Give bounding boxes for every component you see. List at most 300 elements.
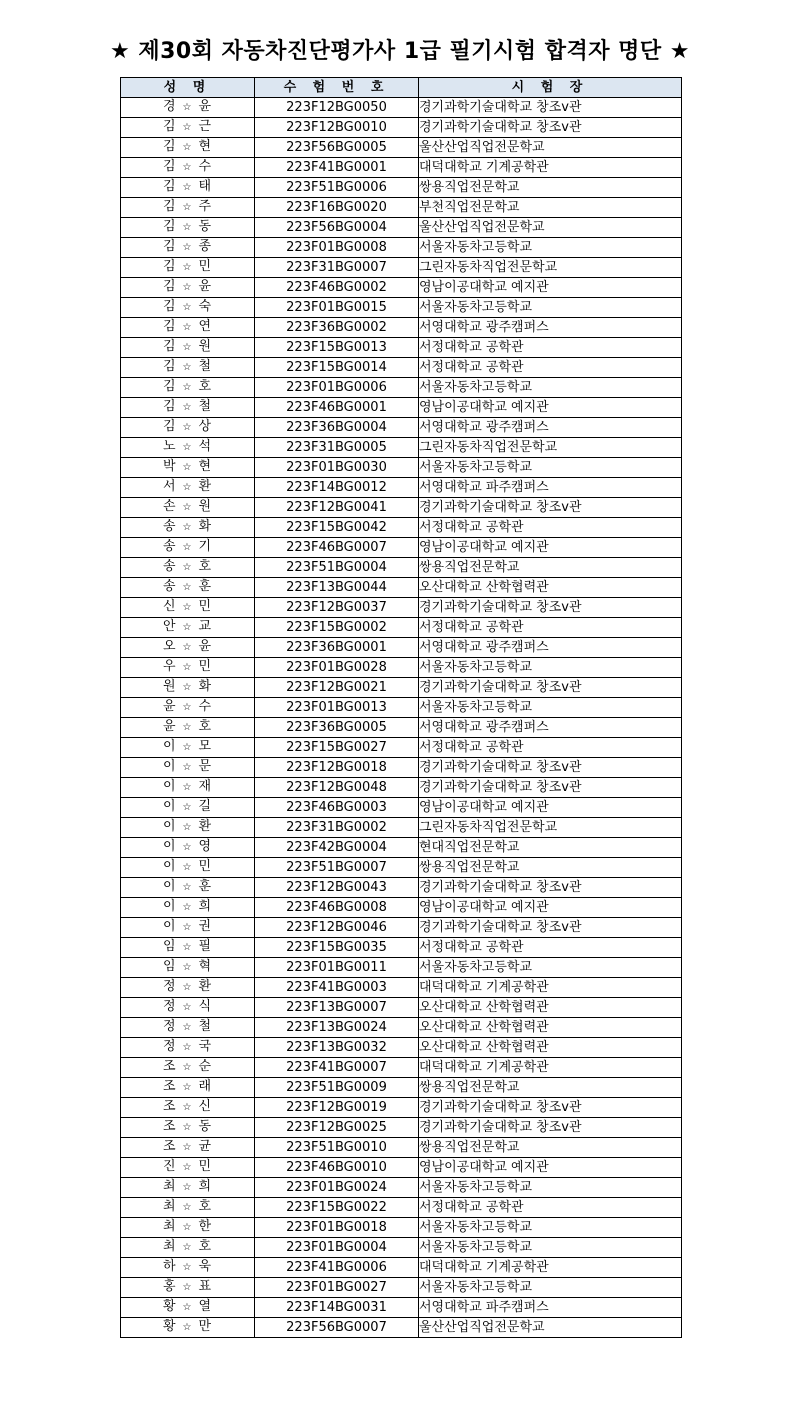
first-name: 주 [198,199,213,214]
exam-number-cell: 223F31BG0007 [255,258,419,278]
table-row [121,158,682,178]
last-name: 조 [162,1119,177,1134]
last-name: 김 [162,259,177,274]
exam-site-cell: 그린자동차직업전문학교 [419,258,682,278]
last-name: 오 [162,639,177,654]
last-name: 임 [162,939,177,954]
table-row [121,1298,682,1318]
exam-site-cell: 경기과학기술대학교 창조v관 [419,498,682,518]
star-icon: ☆ [182,522,193,533]
name-cell [121,718,255,738]
table-row [121,778,682,798]
name-cell [121,1298,255,1318]
star-icon: ☆ [182,1162,193,1173]
exam-number-cell: 223F36BG0002 [255,318,419,338]
last-name: 경 [162,99,177,114]
last-name: 이 [162,819,177,834]
exam-site-cell: 서울자동차고등학교 [419,1238,682,1258]
table-row [121,518,682,538]
table-row [121,818,682,838]
star-icon: ☆ [182,1302,193,1313]
exam-site-cell: 경기과학기술대학교 창조v관 [419,98,682,118]
name-cell [121,458,255,478]
table-row [121,358,682,378]
name-cell [121,538,255,558]
exam-number-cell: 223F01BG0006 [255,378,419,398]
star-icon: ☆ [182,1022,193,1033]
first-name: 화 [198,519,213,534]
exam-site-cell: 경기과학기술대학교 창조v관 [419,118,682,138]
exam-number-cell: 223F01BG0030 [255,458,419,478]
name-cell [121,738,255,758]
last-name: 정 [162,1019,177,1034]
exam-site-cell: 경기과학기술대학교 창조v관 [419,918,682,938]
exam-site-cell: 대덕대학교 기계공학관 [419,1258,682,1278]
table-row [121,218,682,238]
table-row [121,978,682,998]
star-icon: ☆ [182,462,193,473]
name-cell [121,278,255,298]
last-name: 신 [162,599,177,614]
last-name: 김 [162,379,177,394]
name-cell [121,338,255,358]
name-cell [121,558,255,578]
first-name: 희 [198,899,213,914]
table-row [121,1138,682,1158]
star-icon: ☆ [182,282,193,293]
first-name: 종 [198,239,213,254]
first-name: 필 [198,939,213,954]
name-cell [121,878,255,898]
last-name: 최 [162,1239,177,1254]
star-icon: ☆ [182,1222,193,1233]
exam-site-cell: 경기과학기술대학교 창조v관 [419,598,682,618]
first-name: 욱 [198,1259,213,1274]
table-row [121,698,682,718]
table-header-row [121,78,682,98]
last-name: 김 [162,239,177,254]
exam-number-cell: 223F01BG0008 [255,238,419,258]
first-name: 신 [198,1099,213,1114]
exam-number-cell: 223F12BG0010 [255,118,419,138]
star-icon: ☆ [182,1182,193,1193]
exam-number-cell: 223F15BG0027 [255,738,419,758]
exam-number-cell: 223F15BG0002 [255,618,419,638]
table-row [121,558,682,578]
last-name: 김 [162,279,177,294]
exam-number-cell: 223F16BG0020 [255,198,419,218]
star-icon: ☆ [182,582,193,593]
exam-number-cell: 223F36BG0005 [255,718,419,738]
name-cell [121,638,255,658]
table-row [121,98,682,118]
table-row [121,238,682,258]
name-cell [121,618,255,638]
exam-number-cell: 223F12BG0048 [255,778,419,798]
exam-number-cell: 223F46BG0007 [255,538,419,558]
exam-number-cell: 223F13BG0044 [255,578,419,598]
star-icon: ☆ [182,382,193,393]
name-cell [121,358,255,378]
star-icon: ☆ [182,1042,193,1053]
last-name: 김 [162,179,177,194]
first-name: 민 [198,1159,213,1174]
first-name: 기 [198,539,213,554]
star-icon: ☆ [182,942,193,953]
star-icon: ☆ [182,502,193,513]
exam-number-cell: 223F12BG0046 [255,918,419,938]
exam-number-cell: 223F15BG0013 [255,338,419,358]
table-row [121,678,682,698]
name-cell [121,798,255,818]
exam-number-cell: 223F42BG0004 [255,838,419,858]
exam-number-cell: 223F14BG0031 [255,1298,419,1318]
exam-site-cell: 그린자동차직업전문학교 [419,818,682,838]
exam-site-cell: 울산산업직업전문학교 [419,138,682,158]
table-row [121,278,682,298]
exam-number-cell: 223F36BG0001 [255,638,419,658]
first-name: 윤 [198,639,213,654]
first-name: 호 [198,559,213,574]
exam-number-cell: 223F12BG0037 [255,598,419,618]
last-name: 김 [162,339,177,354]
exam-number-cell: 223F31BG0005 [255,438,419,458]
name-cell [121,518,255,538]
table-row [121,258,682,278]
exam-site-cell: 영남이공대학교 예지관 [419,278,682,298]
last-name: 이 [162,879,177,894]
name-cell [121,1138,255,1158]
star-icon: ☆ [182,542,193,553]
last-name: 손 [162,499,177,514]
exam-site-cell: 쌍용직업전문학교 [419,558,682,578]
last-name: 윤 [162,719,177,734]
star-icon: ☆ [182,642,193,653]
exam-site-cell: 영남이공대학교 예지관 [419,898,682,918]
name-cell [121,598,255,618]
table-row [121,1018,682,1038]
name-cell [121,418,255,438]
first-name: 윤 [198,279,213,294]
table-row [121,998,682,1018]
exam-number-cell: 223F41BG0003 [255,978,419,998]
exam-site-cell: 서정대학교 공학관 [419,938,682,958]
star-icon: ☆ [182,342,193,353]
star-icon: ☆ [182,602,193,613]
exam-site-cell: 서울자동차고등학교 [419,1178,682,1198]
name-cell [121,1018,255,1038]
last-name: 황 [162,1319,177,1334]
exam-site-cell: 서울자동차고등학교 [419,1278,682,1298]
exam-number-cell: 223F15BG0035 [255,938,419,958]
last-name: 윤 [162,699,177,714]
star-icon: ☆ [182,622,193,633]
name-cell [121,698,255,718]
first-name: 현 [198,139,213,154]
name-cell [121,1078,255,1098]
name-cell [121,658,255,678]
star-icon: ☆ [182,402,193,413]
first-name: 모 [198,739,213,754]
exam-number-cell: 223F12BG0019 [255,1098,419,1118]
exam-site-cell: 경기과학기술대학교 창조v관 [419,878,682,898]
first-name: 한 [198,1219,213,1234]
first-name: 권 [198,919,213,934]
name-cell [121,138,255,158]
first-name: 동 [198,1119,213,1134]
star-icon: ☆ [182,842,193,853]
exam-site-cell: 오산대학교 산학협력관 [419,1018,682,1038]
name-cell [121,158,255,178]
star-icon: ☆ [182,1062,193,1073]
exam-site-cell: 경기과학기술대학교 창조v관 [419,778,682,798]
exam-site-cell: 쌍용직업전문학교 [419,858,682,878]
exam-number-cell: 223F12BG0050 [255,98,419,118]
exam-site-cell: 영남이공대학교 예지관 [419,798,682,818]
star-icon: ☆ [182,322,193,333]
exam-number-cell: 223F12BG0025 [255,1118,419,1138]
first-name: 원 [198,339,213,354]
last-name: 김 [162,299,177,314]
first-name: 표 [198,1279,213,1294]
exam-site-cell: 부천직업전문학교 [419,198,682,218]
exam-site-cell: 서울자동차고등학교 [419,1218,682,1238]
star-icon: ☆ [182,482,193,493]
first-name: 철 [198,359,213,374]
table-row [121,398,682,418]
first-name: 원 [198,499,213,514]
star-icon: ☆ [182,242,193,253]
exam-site-cell: 서정대학교 공학관 [419,618,682,638]
name-cell [121,318,255,338]
star-icon: ☆ [182,1322,193,1333]
star-icon: ☆ [182,202,193,213]
name-cell [121,1218,255,1238]
exam-site-cell: 서울자동차고등학교 [419,658,682,678]
last-name: 이 [162,779,177,794]
table-row [121,378,682,398]
table-row [121,1238,682,1258]
exam-site-cell: 쌍용직업전문학교 [419,1138,682,1158]
first-name: 식 [198,999,213,1014]
first-name: 민 [198,599,213,614]
header-exam-site: 시 험 장 [419,78,682,98]
last-name: 김 [162,399,177,414]
exam-site-cell: 서정대학교 공학관 [419,358,682,378]
exam-site-cell: 서울자동차고등학교 [419,298,682,318]
first-name: 환 [198,979,213,994]
table-row [121,198,682,218]
exam-number-cell: 223F01BG0004 [255,1238,419,1258]
first-name: 호 [198,379,213,394]
first-name: 재 [198,779,213,794]
last-name: 황 [162,1299,177,1314]
last-name: 정 [162,979,177,994]
table-row [121,878,682,898]
first-name: 민 [198,659,213,674]
table-row [121,418,682,438]
star-icon: ☆ [182,662,193,673]
first-name: 희 [198,1179,213,1194]
exam-site-cell: 오산대학교 산학협력관 [419,998,682,1018]
first-name: 순 [198,1059,213,1074]
star-icon: ☆ [182,922,193,933]
table-row [121,1258,682,1278]
exam-number-cell: 223F13BG0007 [255,998,419,1018]
last-name: 이 [162,799,177,814]
last-name: 최 [162,1199,177,1214]
first-name: 동 [198,219,213,234]
table-row [121,118,682,138]
exam-number-cell: 223F51BG0006 [255,178,419,198]
exam-number-cell: 223F13BG0024 [255,1018,419,1038]
table-row [121,1218,682,1238]
exam-number-cell: 223F51BG0007 [255,858,419,878]
table-row [121,438,682,458]
exam-site-cell: 쌍용직업전문학교 [419,1078,682,1098]
exam-number-cell: 223F01BG0013 [255,698,419,718]
star-icon: ☆ [182,762,193,773]
table-row [121,598,682,618]
table-row [121,718,682,738]
exam-number-cell: 223F12BG0041 [255,498,419,518]
exam-site-cell: 영남이공대학교 예지관 [419,1158,682,1178]
exam-site-cell: 서정대학교 공학관 [419,338,682,358]
last-name: 홍 [162,1279,177,1294]
first-name: 훈 [198,579,213,594]
passer-table [120,77,682,1338]
exam-number-cell: 223F56BG0007 [255,1318,419,1338]
star-icon: ☆ [182,902,193,913]
first-name: 호 [198,1239,213,1254]
exam-number-cell: 223F41BG0001 [255,158,419,178]
last-name: 이 [162,839,177,854]
exam-number-cell: 223F36BG0004 [255,418,419,438]
star-icon: ☆ [182,562,193,573]
exam-site-cell: 서울자동차고등학교 [419,958,682,978]
first-name: 화 [198,679,213,694]
exam-number-cell: 223F01BG0024 [255,1178,419,1198]
name-cell [121,838,255,858]
star-icon: ☆ [182,982,193,993]
table-row [121,758,682,778]
star-icon: ☆ [182,1282,193,1293]
exam-site-cell: 경기과학기술대학교 창조v관 [419,678,682,698]
exam-site-cell: 경기과학기술대학교 창조v관 [419,758,682,778]
first-name: 호 [198,719,213,734]
exam-number-cell: 223F15BG0042 [255,518,419,538]
last-name: 김 [162,359,177,374]
name-cell [121,1158,255,1178]
name-cell [121,238,255,258]
star-icon: ☆ [182,102,193,113]
exam-site-cell: 대덕대학교 기계공학관 [419,1058,682,1078]
exam-number-cell: 223F51BG0009 [255,1078,419,1098]
name-cell [121,1258,255,1278]
exam-site-cell: 경기과학기술대학교 창조v관 [419,1118,682,1138]
exam-number-cell: 223F15BG0022 [255,1198,419,1218]
star-icon: ☆ [182,182,193,193]
name-cell [121,478,255,498]
exam-number-cell: 223F01BG0028 [255,658,419,678]
last-name: 김 [162,319,177,334]
name-cell [121,998,255,1018]
first-name: 열 [198,1299,213,1314]
exam-site-cell: 서정대학교 공학관 [419,1198,682,1218]
last-name: 김 [162,139,177,154]
table-row [121,478,682,498]
star-icon: ☆ [182,1202,193,1213]
exam-number-cell: 223F14BG0012 [255,478,419,498]
first-name: 래 [198,1079,213,1094]
exam-number-cell: 223F01BG0018 [255,1218,419,1238]
exam-site-cell: 서정대학교 공학관 [419,738,682,758]
exam-number-cell: 223F46BG0010 [255,1158,419,1178]
last-name: 송 [162,539,177,554]
star-icon: ☆ [182,122,193,133]
star-icon: ☆ [182,1142,193,1153]
star-icon: ☆ [182,782,193,793]
first-name: 균 [198,1139,213,1154]
exam-number-cell: 223F46BG0001 [255,398,419,418]
first-name: 윤 [198,99,213,114]
name-cell [121,758,255,778]
last-name: 박 [162,459,177,474]
exam-site-cell: 영남이공대학교 예지관 [419,398,682,418]
name-cell [121,978,255,998]
table-row [121,798,682,818]
star-icon: ☆ [182,722,193,733]
name-cell [121,258,255,278]
exam-site-cell: 울산산업직업전문학교 [419,1318,682,1338]
exam-number-cell: 223F51BG0010 [255,1138,419,1158]
table-row [121,1118,682,1138]
exam-site-cell: 그린자동차직업전문학교 [419,438,682,458]
exam-site-cell: 서정대학교 공학관 [419,518,682,538]
exam-number-cell: 223F01BG0011 [255,958,419,978]
star-icon: ☆ [182,1102,193,1113]
table-row [121,538,682,558]
exam-site-cell: 서영대학교 광주캠퍼스 [419,718,682,738]
star-icon: ☆ [182,302,193,313]
star-icon: ☆ [182,142,193,153]
last-name: 김 [162,119,177,134]
last-name: 이 [162,859,177,874]
last-name: 안 [162,619,177,634]
name-cell [121,958,255,978]
table-row [121,838,682,858]
star-icon: ☆ [182,1122,193,1133]
name-cell [121,1058,255,1078]
name-cell [121,1278,255,1298]
star-icon: ☆ [182,1002,193,1013]
name-cell [121,378,255,398]
exam-site-cell: 서울자동차고등학교 [419,458,682,478]
exam-number-cell: 223F12BG0021 [255,678,419,698]
name-cell [121,858,255,878]
table-row [121,958,682,978]
last-name: 김 [162,419,177,434]
last-name: 최 [162,1219,177,1234]
exam-site-cell: 서울자동차고등학교 [419,698,682,718]
first-name: 수 [198,699,213,714]
first-name: 현 [198,459,213,474]
name-cell [121,1098,255,1118]
exam-site-cell: 서영대학교 광주캠퍼스 [419,638,682,658]
table-row [121,638,682,658]
last-name: 최 [162,1179,177,1194]
exam-site-cell: 서영대학교 파주캠퍼스 [419,1298,682,1318]
